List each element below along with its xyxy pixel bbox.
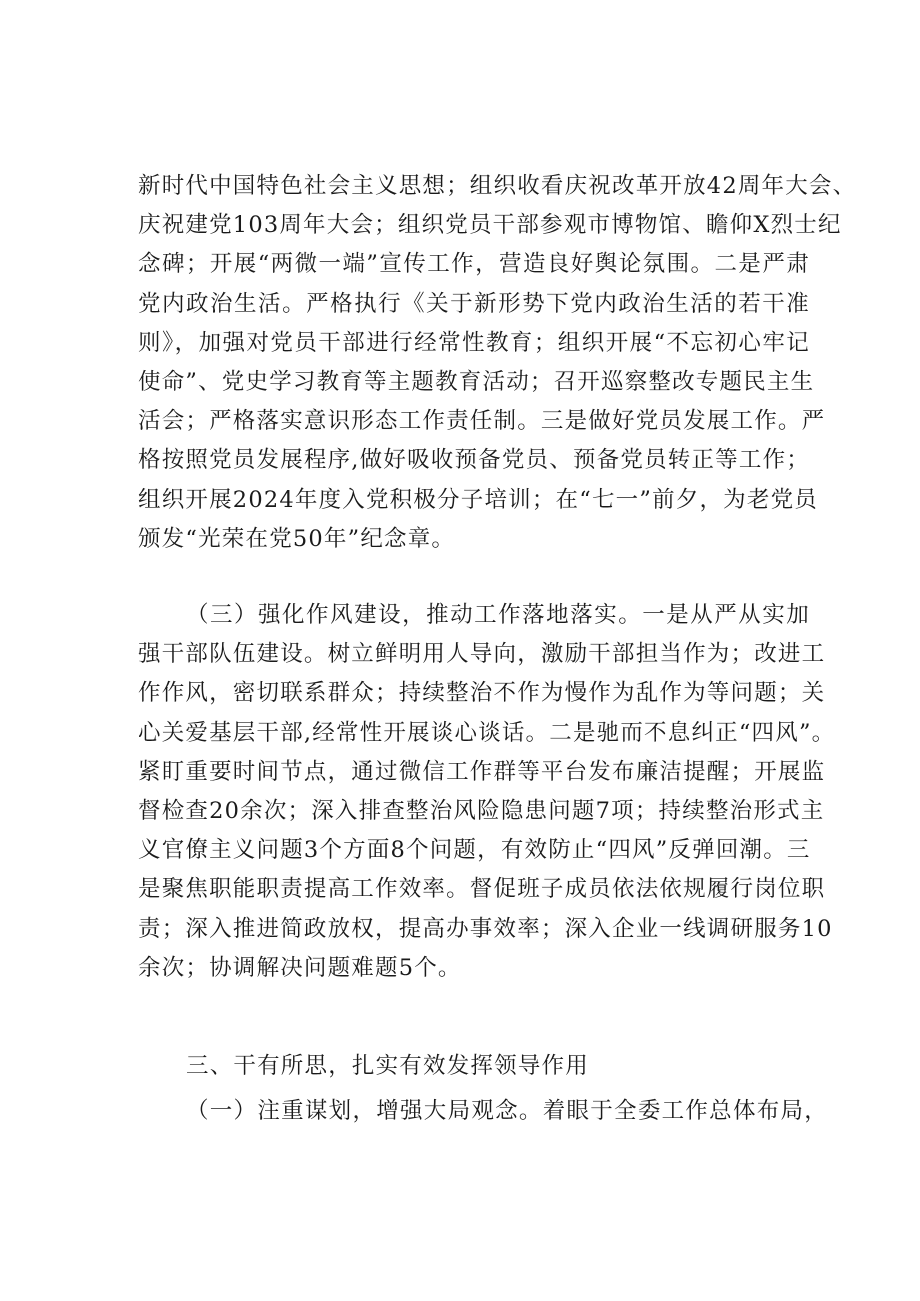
- paragraph-work-style: [138, 596, 836, 988]
- paragraph-party-building: [138, 167, 857, 559]
- text-line: 则》，加强对党员干部进行经常性教育；组织开展“不忘初心牢记: [138, 329, 810, 356]
- paragraph-planning: [138, 1092, 828, 1131]
- text-line: 组织开展2024年度入党积极分子培训；在“七一”前夕，为老党员: [138, 486, 818, 513]
- text-line: 余次；协调解决问题难题5个。: [138, 954, 462, 981]
- text-line: 念碑；开展“两微一端”宣传工作，营造良好舆论氛围。二是严肃: [138, 251, 810, 278]
- text-line: 紧盯重要时间节点，通过微信工作群等平台发布廉洁提醒；开展监: [138, 758, 826, 785]
- heading-text: 三、干有所思，扎实有效发挥领导作用: [186, 1053, 589, 1079]
- text-line: 心关爱基层干部,经常性开展谈心谈话。二是驰而不息纠正“四风”。: [138, 719, 836, 746]
- text-line: 义官僚主义问题3个方面8个问题，有效防止“四风”反弹回潮。三: [138, 837, 811, 864]
- text-line: 作作风，密切联系群众；持续整治不作为慢作为乱作为等问题；关: [138, 680, 826, 707]
- text-line: 督检查20余次；深入排查整治风险隐患问题7项；持续整治形式主: [138, 798, 825, 825]
- text-line: 使命”、党史学习教育等主题教育活动；召开巡察整改专题民主生: [138, 369, 815, 396]
- text-line: （一）注重谋划，增强大局观念。着眼于全委工作总体布局，: [186, 1098, 828, 1124]
- text-line: 颁发“光荣在党50年”纪念章。: [138, 525, 456, 552]
- section-heading: [186, 1047, 826, 1086]
- text-line: 党内政治生活。严格执行《关于新形势下党内政治生活的若干准: [138, 290, 810, 317]
- text-line: 责；深入推进简政放权，提高办事效率；深入企业一线调研服务10: [138, 915, 833, 942]
- text-line: 格按照党员发展程序,做好吸收预备党员、预备党员转正等工作；: [138, 447, 810, 474]
- text-line: 新时代中国特色社会主义思想；组织收看庆祝改革开放42周年大会、: [138, 173, 857, 199]
- text-line: 庆祝建党103周年大会；组织党员干部参观市博物馆、瞻仰X烈士纪: [138, 212, 842, 239]
- text-line: 强干部队伍建设。树立鲜明用人导向，激励干部担当作为；改进工: [138, 641, 826, 668]
- text-line: 活会；严格落实意识形态工作责任制。三是做好党员发展工作。严: [138, 408, 826, 435]
- text-line: （三）强化作风建设，推动工作落地落实。一是从严从实加: [186, 602, 810, 628]
- text-line: 是聚焦职能职责提高工作效率。督促班子成员依法依规履行岗位职: [138, 876, 826, 903]
